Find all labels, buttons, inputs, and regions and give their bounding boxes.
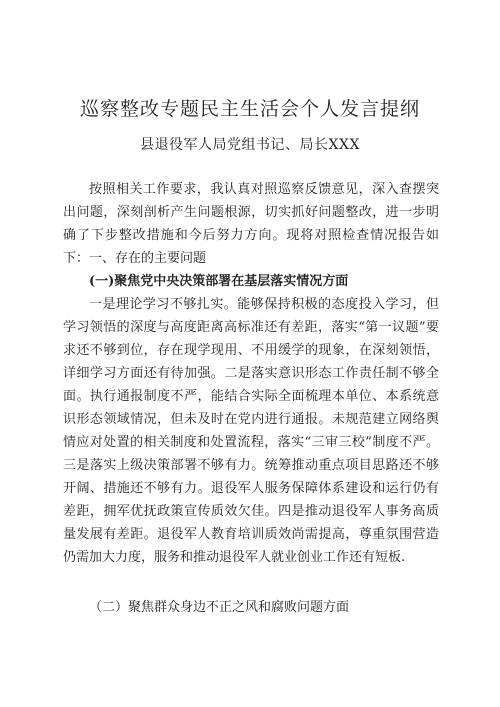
intro-paragraph: 按照相关工作要求，我认真对照巡察反馈意见，深入查摆突出问题，深刻剖析产生问题根源，切实抓好问题整改，进一步明确了下步整改措施和今后努力方向。现将对照检查情况报告如下：	[63, 182, 439, 266]
section-1-heading: 一、存在的主要问题	[89, 251, 207, 266]
document-subtitle: 县退役军人局党组书记、局长XXX	[140, 137, 360, 153]
document-title: 巡察整改专题民主生活会个人发言提纲	[79, 98, 420, 120]
paragraph-1: 一是理论学习不够扎实。能够保持积极的态度投入学习，但学习领悟的深度与高度距离高标准还有差距，落实“第一议题”要求还不够到位，存在现学现用、不用缓学的现象，在深刻领悟，详细学习方面还有待加强。二是落实意识形态工作责任制不够全面。执行通报制度不严，能结合实际全面梳理本单位、本系统意识形态领域情况，但未及时在党内进行通报。未规范建立网络舆情应对处置的相关制度和处置流程，落实“三审三校”制度不严。三是落实上级决策部署不够有力。统筹推动重点项目思路还不够开阔、措施还不够有力。退役军人服务保障体系建设和运行仍有差距，拥军优抚政策宣传质效欠佳。四是推动退役军人事务高质量发展有差距。退役军人教育培训质效尚需提高，尊重氛围营造仍需加大力度，服务和推动退役军人就业创业工作还有短板.	[63, 297, 439, 565]
subsection-1-heading: (一)聚焦党中央决策部署在基层落实情况方面	[89, 274, 349, 289]
subsection-2-heading: （二）聚焦群众身边不正之风和腐败问题方面	[89, 600, 350, 615]
